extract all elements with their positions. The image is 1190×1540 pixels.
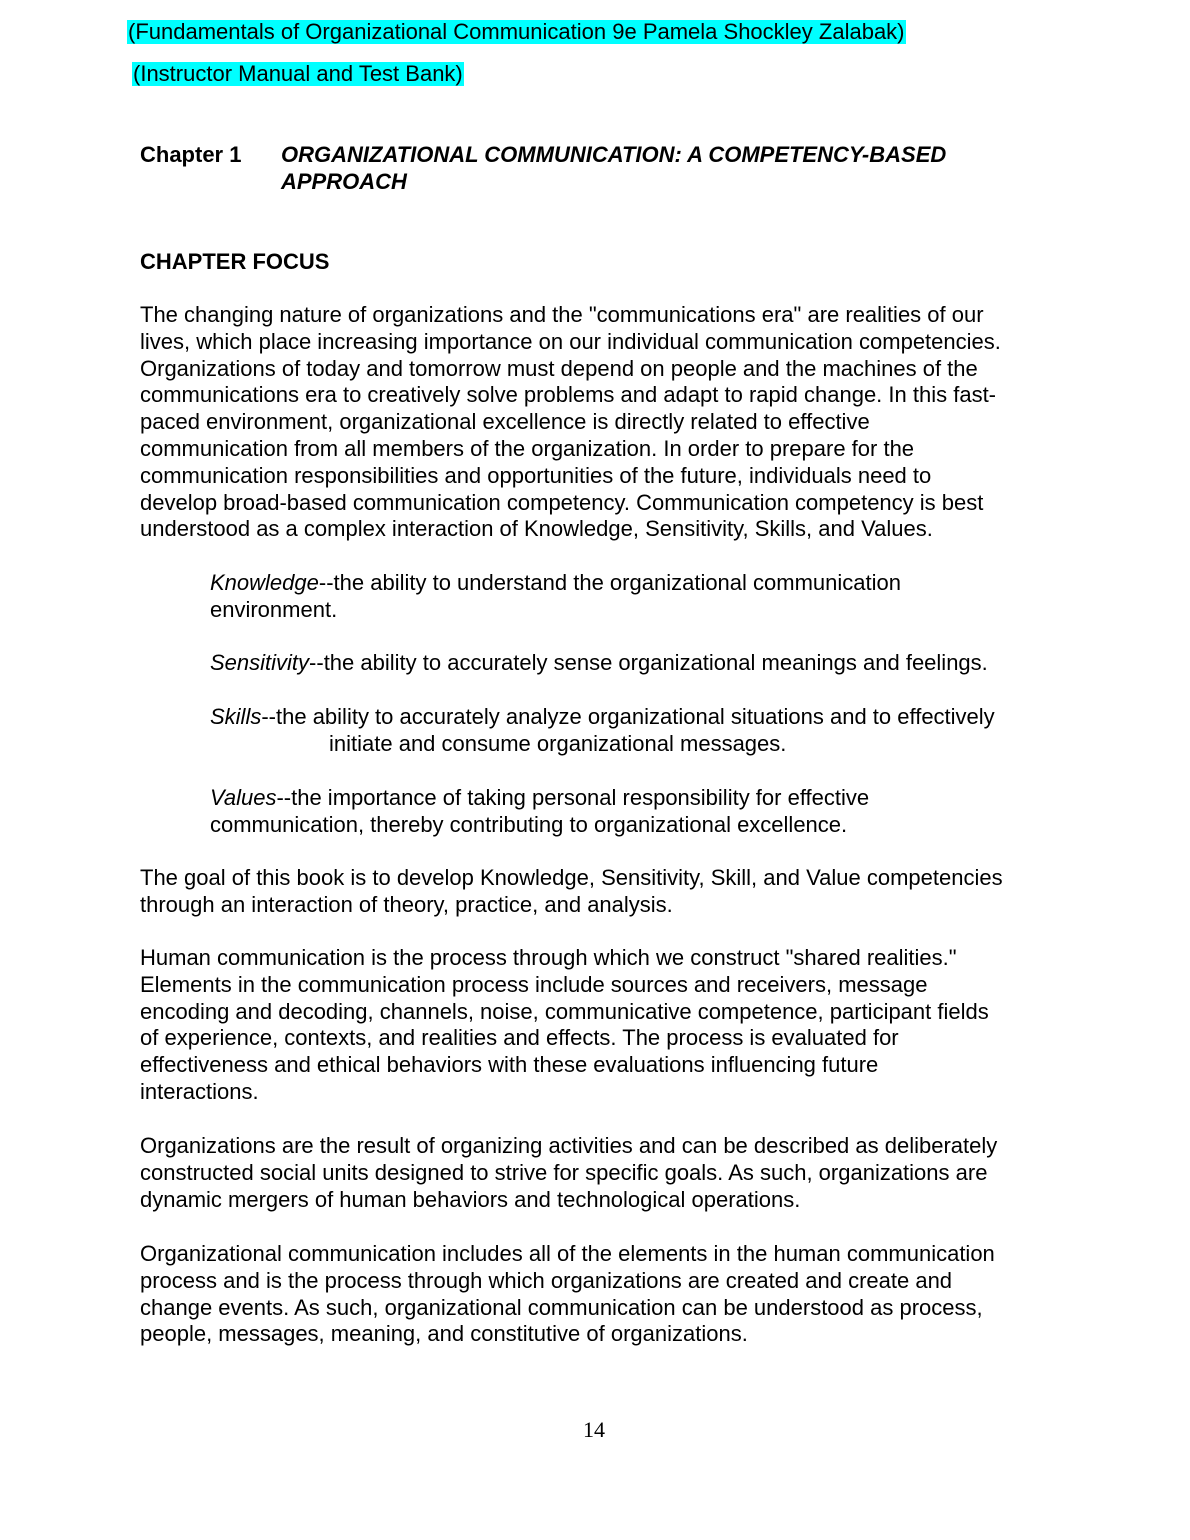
body-paragraph bbox=[140, 1241, 995, 1348]
book-title-highlight: (Fundamentals of Organizational Communication 9e Pamela Shockley Zalabak) bbox=[128, 19, 905, 44]
text-line: environment. bbox=[210, 596, 338, 622]
text-line: dynamic mergers of human behaviors and technological operations. bbox=[140, 1186, 801, 1212]
text-line: through an interaction of theory, practice, and analysis. bbox=[140, 891, 673, 917]
definition-line bbox=[210, 704, 995, 731]
page-number: 14 bbox=[583, 1417, 605, 1442]
definition-line bbox=[210, 650, 988, 677]
definition-text: --the ability to understand the organizational communication bbox=[318, 570, 901, 595]
manual-subtitle-highlight: (Instructor Manual and Test Bank) bbox=[133, 61, 463, 86]
text-line: constructed social units designed to strive for specific goals. As such, organizations are bbox=[140, 1159, 988, 1185]
section-heading: CHAPTER FOCUS bbox=[140, 249, 330, 274]
text-line: communication from all members of the organization. In order to prepare for the bbox=[140, 435, 915, 461]
text-line: initiate and consume organizational messages. bbox=[329, 730, 787, 756]
definition-line bbox=[210, 570, 901, 597]
body-paragraph bbox=[140, 945, 989, 1106]
text-line: Organizations of today and tomorrow must depend on people and the machines of the bbox=[140, 355, 978, 381]
text-line: The changing nature of organizations and the "communications era" are realities of our bbox=[140, 302, 984, 327]
text-line: change events. As such, organizational communication can be understood as process, bbox=[140, 1294, 983, 1320]
text-line: understood as a complex interaction of Knowledge, Sensitivity, Skills, and Values. bbox=[140, 516, 933, 542]
text-line: people, messages, meaning, and constitutive of organizations. bbox=[140, 1321, 748, 1347]
text-line: process and is the process through which organizations are created and create and bbox=[140, 1267, 953, 1293]
text-line: Organizations are the result of organizing activities and can be described as deliberately bbox=[140, 1133, 998, 1158]
text-line: of experience, contexts, and realities and effects. The process is evaluated for bbox=[140, 1025, 899, 1051]
text-line: The goal of this book is to develop Knowledge, Sensitivity, Skill, and Value competencies bbox=[140, 865, 1003, 890]
definition-skills bbox=[210, 704, 995, 758]
text-line: Organizational communication includes all of the elements in the human communication bbox=[140, 1241, 995, 1266]
body-paragraph bbox=[140, 865, 1003, 919]
definition-text: --the ability to accurately analyze organizational situations and to effectively bbox=[261, 704, 995, 729]
text-line: communication, thereby contributing to organizational excellence. bbox=[210, 811, 848, 837]
chapter-label: Chapter 1 bbox=[140, 142, 242, 167]
chapter-title bbox=[281, 141, 946, 195]
text-line: lives, which place increasing importance on our individual communication competencies. bbox=[140, 328, 1001, 354]
text-line: encoding and decoding, channels, noise, communicative competence, participant fields bbox=[140, 998, 989, 1024]
definition-sensitivity bbox=[210, 650, 988, 677]
definition-term: Knowledge bbox=[210, 570, 319, 595]
text-line: develop broad-based communication competency. Communication competency is best bbox=[140, 489, 984, 515]
definition-text: --the importance of taking personal responsibility for effective bbox=[276, 785, 870, 810]
chapter-title-line: ORGANIZATIONAL COMMUNICATION: A COMPETENCY-BASED bbox=[281, 142, 947, 167]
text-line: communication responsibilities and opportunities of the future, individuals need to bbox=[140, 462, 932, 488]
text-line: Human communication is the process through which we construct "shared realities." bbox=[140, 945, 957, 970]
definition-knowledge bbox=[210, 570, 901, 624]
text-line: Elements in the communication process include sources and receivers, message bbox=[140, 971, 928, 997]
definition-line bbox=[210, 785, 869, 812]
body-paragraph bbox=[140, 1133, 997, 1213]
chapter-title-line: APPROACH bbox=[281, 169, 407, 194]
intro-paragraph bbox=[140, 302, 1001, 543]
text-line: effectiveness and ethical behaviors with these evaluations influencing future bbox=[140, 1052, 879, 1078]
text-line: paced environment, organizational excellence is directly related to effective bbox=[140, 409, 870, 435]
definition-text: --the ability to accurately sense organizational meanings and feelings. bbox=[309, 650, 988, 675]
definition-term: Skills bbox=[210, 704, 262, 729]
text-line: communications era to creatively solve problems and adapt to rapid change. In this fast- bbox=[140, 382, 997, 408]
definition-values bbox=[210, 785, 869, 839]
definition-term: Values bbox=[210, 785, 277, 810]
text-line: interactions. bbox=[140, 1078, 259, 1104]
definition-term: Sensitivity bbox=[210, 650, 310, 675]
